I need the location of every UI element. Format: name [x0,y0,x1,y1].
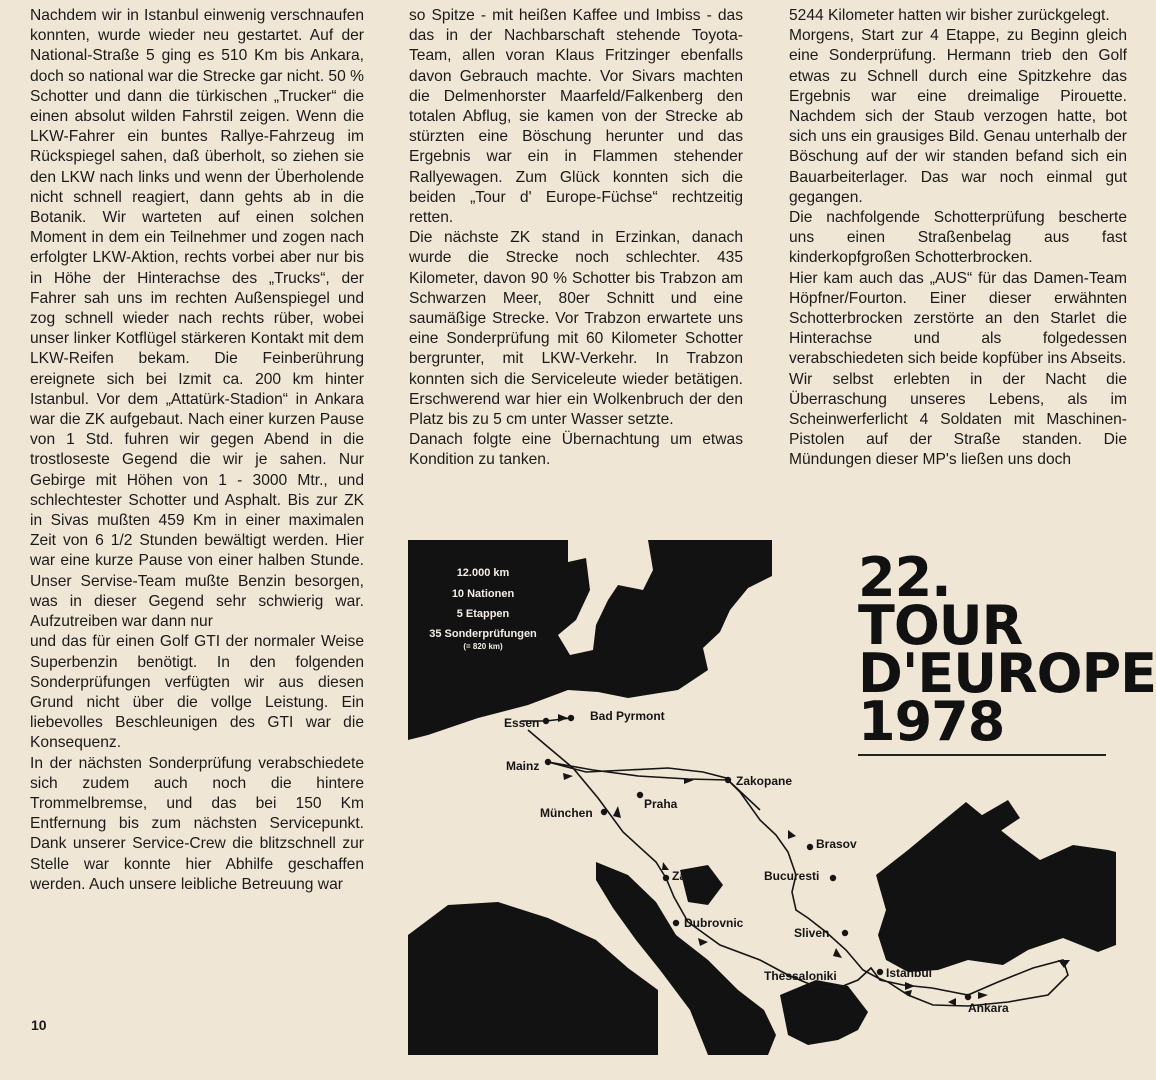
city-label-sliven: Sliven [794,926,830,940]
paragraph: Nachdem wir in Istanbul einwenig verschnaufen konnten, wurde wieder neu gestartet. Auf der National-Straße 5 ging es 510 Km bis Ankara, doch so national war die Strecke gar nicht. 50 % Schotter und dann die türkischen „Trucker“ die einen absolut wilden Fahrstil zeigen. Wenn die LKW-Fahrer ein buntes Rallye-Fahrzeug im Rückspiegel sahen, daß überholt, so ziehen sie den LKW nach links und wenn der Überholende nicht schnell reagiert, dann gehts ab in die Botanik. Wir warteten auf einen solchen Moment in dem ein Teilnehmer und zogen nach erfolgter LKW-Aktion, rechts vorbei aber nur bis in Höhe der Hinterachse des „Trucks“, der Fahrer sah uns im rechten Außenspiegel und zog schnell wieder nach rechts rüber, wobei unser linker Kotflügel stärkeren Kontakt mit dem LKW-Reifen bekam. Die Feinberührung ereignete sich bei Izmit ca. 200 km hinter Istanbul. Vor dem „Attatürk-Stadion“ in Ankara war die ZK aufgebaut. Nach einer kurzen Pause von 1 Std. fuhren wir gegen Abend in die trostloseste Gegend die wir je sahen. Nur Gebirge mit Höhen von 1 - 3000 Mtr., und schlechtester Schotter und Asphalt. Bis zur ZK in Sivas mußten 459 Km in einer maximalen Zeit von 6 1/2 Stunden bewältigt werden. Hier war eine kurze Pause von einer halben Stunde. Unser Servise-Team mußte Benzin besorgen, was in dieser Gegend sehr schwierig war. Aufzutreiben war dann nur [30,7,364,631]
city-label-muenchen: München [540,806,593,820]
paragraph: Morgens, Start zur 4 Etappe, zu Beginn gleich eine Sonderprüfung. Hermann trieb den Golf etwas zu Schnell durch eine Spitzkehre das Ergebnis war eine dreimalige Pirouette. Nachdem sich der Staub verzogen hatte, bot sich uns ein grausiges Bild. Genau unterhalb der Böschung auf der wir standen befand sich ein Bauarbeiterlager. Das war noch einmal gut gegangen. [789,27,1127,206]
title-underline [858,754,1106,756]
city-label-mainz: Mainz [506,759,540,773]
paragraph: 5244 Kilometer hatten wir bisher zurückgelegt. [789,7,1110,24]
city-label-essen: Essen [504,716,540,730]
city-label-brasov: Brasov [816,837,857,851]
city-label-thessaloniki: Thessaloniki [764,969,837,983]
city-label-bucuresti: Bucuresti [764,869,820,883]
paragraph: Danach folgte eine Übernachtung um etwas Kondition zu tanken. [409,431,743,469]
tour-title [858,546,1156,753]
paragraph: Wir selbst erlebten in der Nacht die Überraschung unseres Lebens, als im Scheinwerferlicht 4 Soldaten mit Maschinen-Pistolen auf der Straße standen. Die Mündungen dieser MP's ließen uns doch [789,370,1127,469]
land-balkans [780,980,868,1045]
paragraph: so Spitze - mit heißen Kaffee und Imbiss - das das in der Nachbarschaft stehende Toyota-Team, allen voran Klaus Fritzinger ebenfalls davon Gebrauch machte. Vor Sivars machten die Delmenhorster Maarfeld/Falkenberg den totalen Abflug, sie kamen von der Strecke ab stürzten eine Böschung herunter und das Ergebnis war ein in Flammen stehender Rallyewagen. Zum Glück konnten sich die beiden „Tour d' Europe-Füchse“ rechtzeitig retten. [409,7,743,227]
title-tour: TOUR [858,594,1023,657]
title-europe: D'EUROPE [858,642,1156,705]
page-number: 10 [31,1017,47,1033]
stat-nations: 10 Nationen [451,588,515,600]
paragraph: In der nächsten Sonderprüfung verabschiedete sich zudem auch noch die hintere Trommelbremse, und das bei 150 Km Entfernung bis zum nächsten Servicepunkt. Dank unserer Service-Crew die blitzschnell zur Stelle war konnte hier Abhilfe geschaffen werden. Auch unsere leibliche Betreuung war [30,754,364,893]
paragraph: Die nächste ZK stand in Erzinkan, danach wurde die Strecke noch schlechter. 435 Kilometer, davon 90 % Schotter bis Trabzon am Schwarzen Meer, 80er Schnitt und eine saumäßige Strecke. Vor Trabzon erwartete uns eine Sonderprüfung mit 60 Kilometer Schotter bergrunter, mit LKW-Verkehr. In Trabzon konnten sich die Serviceleute wieder betätigen. Erschwerend war hier ein Wolkenbruch der den Platz bis zu 5 cm unter Wasser setzte. [409,229,743,429]
paragraph: und das für einen Golf GTI der normaler Weise Superbenzin benötigt. In den folgenden Sonderprüfungen verfügten wir aus diesen Grund nicht über die vollge Leistung. Ein liebevolles Beschleunigen des GTI war die Konsequenz. [30,633,364,752]
text-column-1 [30,6,364,895]
text-column-3 [789,6,1127,471]
stat-distance: 12.000 km [456,567,510,579]
stat-special-stages-km: (= 820 km) [463,642,503,651]
city-label-istanbul: Istanbul [886,966,933,980]
city-label-praha: Praha [644,797,678,811]
paragraph: Hier kam auch das „AUS“ für das Damen-Team Höpfner/Fourton. Einer dieser erwähnten Schotterbrocken zerstörte an den Starlet die Hinterachse und als folgedessen verabschiedeten sich beide kopfüber ins Abseits. [789,269,1127,368]
city-label-zakopane: Zakopane [736,774,793,788]
stat-stages: 5 Etappen [456,608,510,620]
stat-special-stages: 35 Sonderprüfungen [429,628,537,640]
title-year: 1978 [858,690,1005,753]
city-label-dubrovnic: Dubrovnic [684,916,744,930]
city-label-ankara: Ankara [968,1001,1009,1015]
city-label-bad-pyrmont: Bad Pyrmont [590,709,665,723]
land-west-south [408,902,658,1055]
text-column-2 [409,6,743,471]
paragraph: Die nachfolgende Schotterprüfung bescherte uns einen Straßenbelag aus fast kinderkopfgroßen Schotterbrocken. [789,209,1127,267]
city-label-zagreb: Zagreb [672,869,713,883]
title-edition: 22. [858,546,951,609]
